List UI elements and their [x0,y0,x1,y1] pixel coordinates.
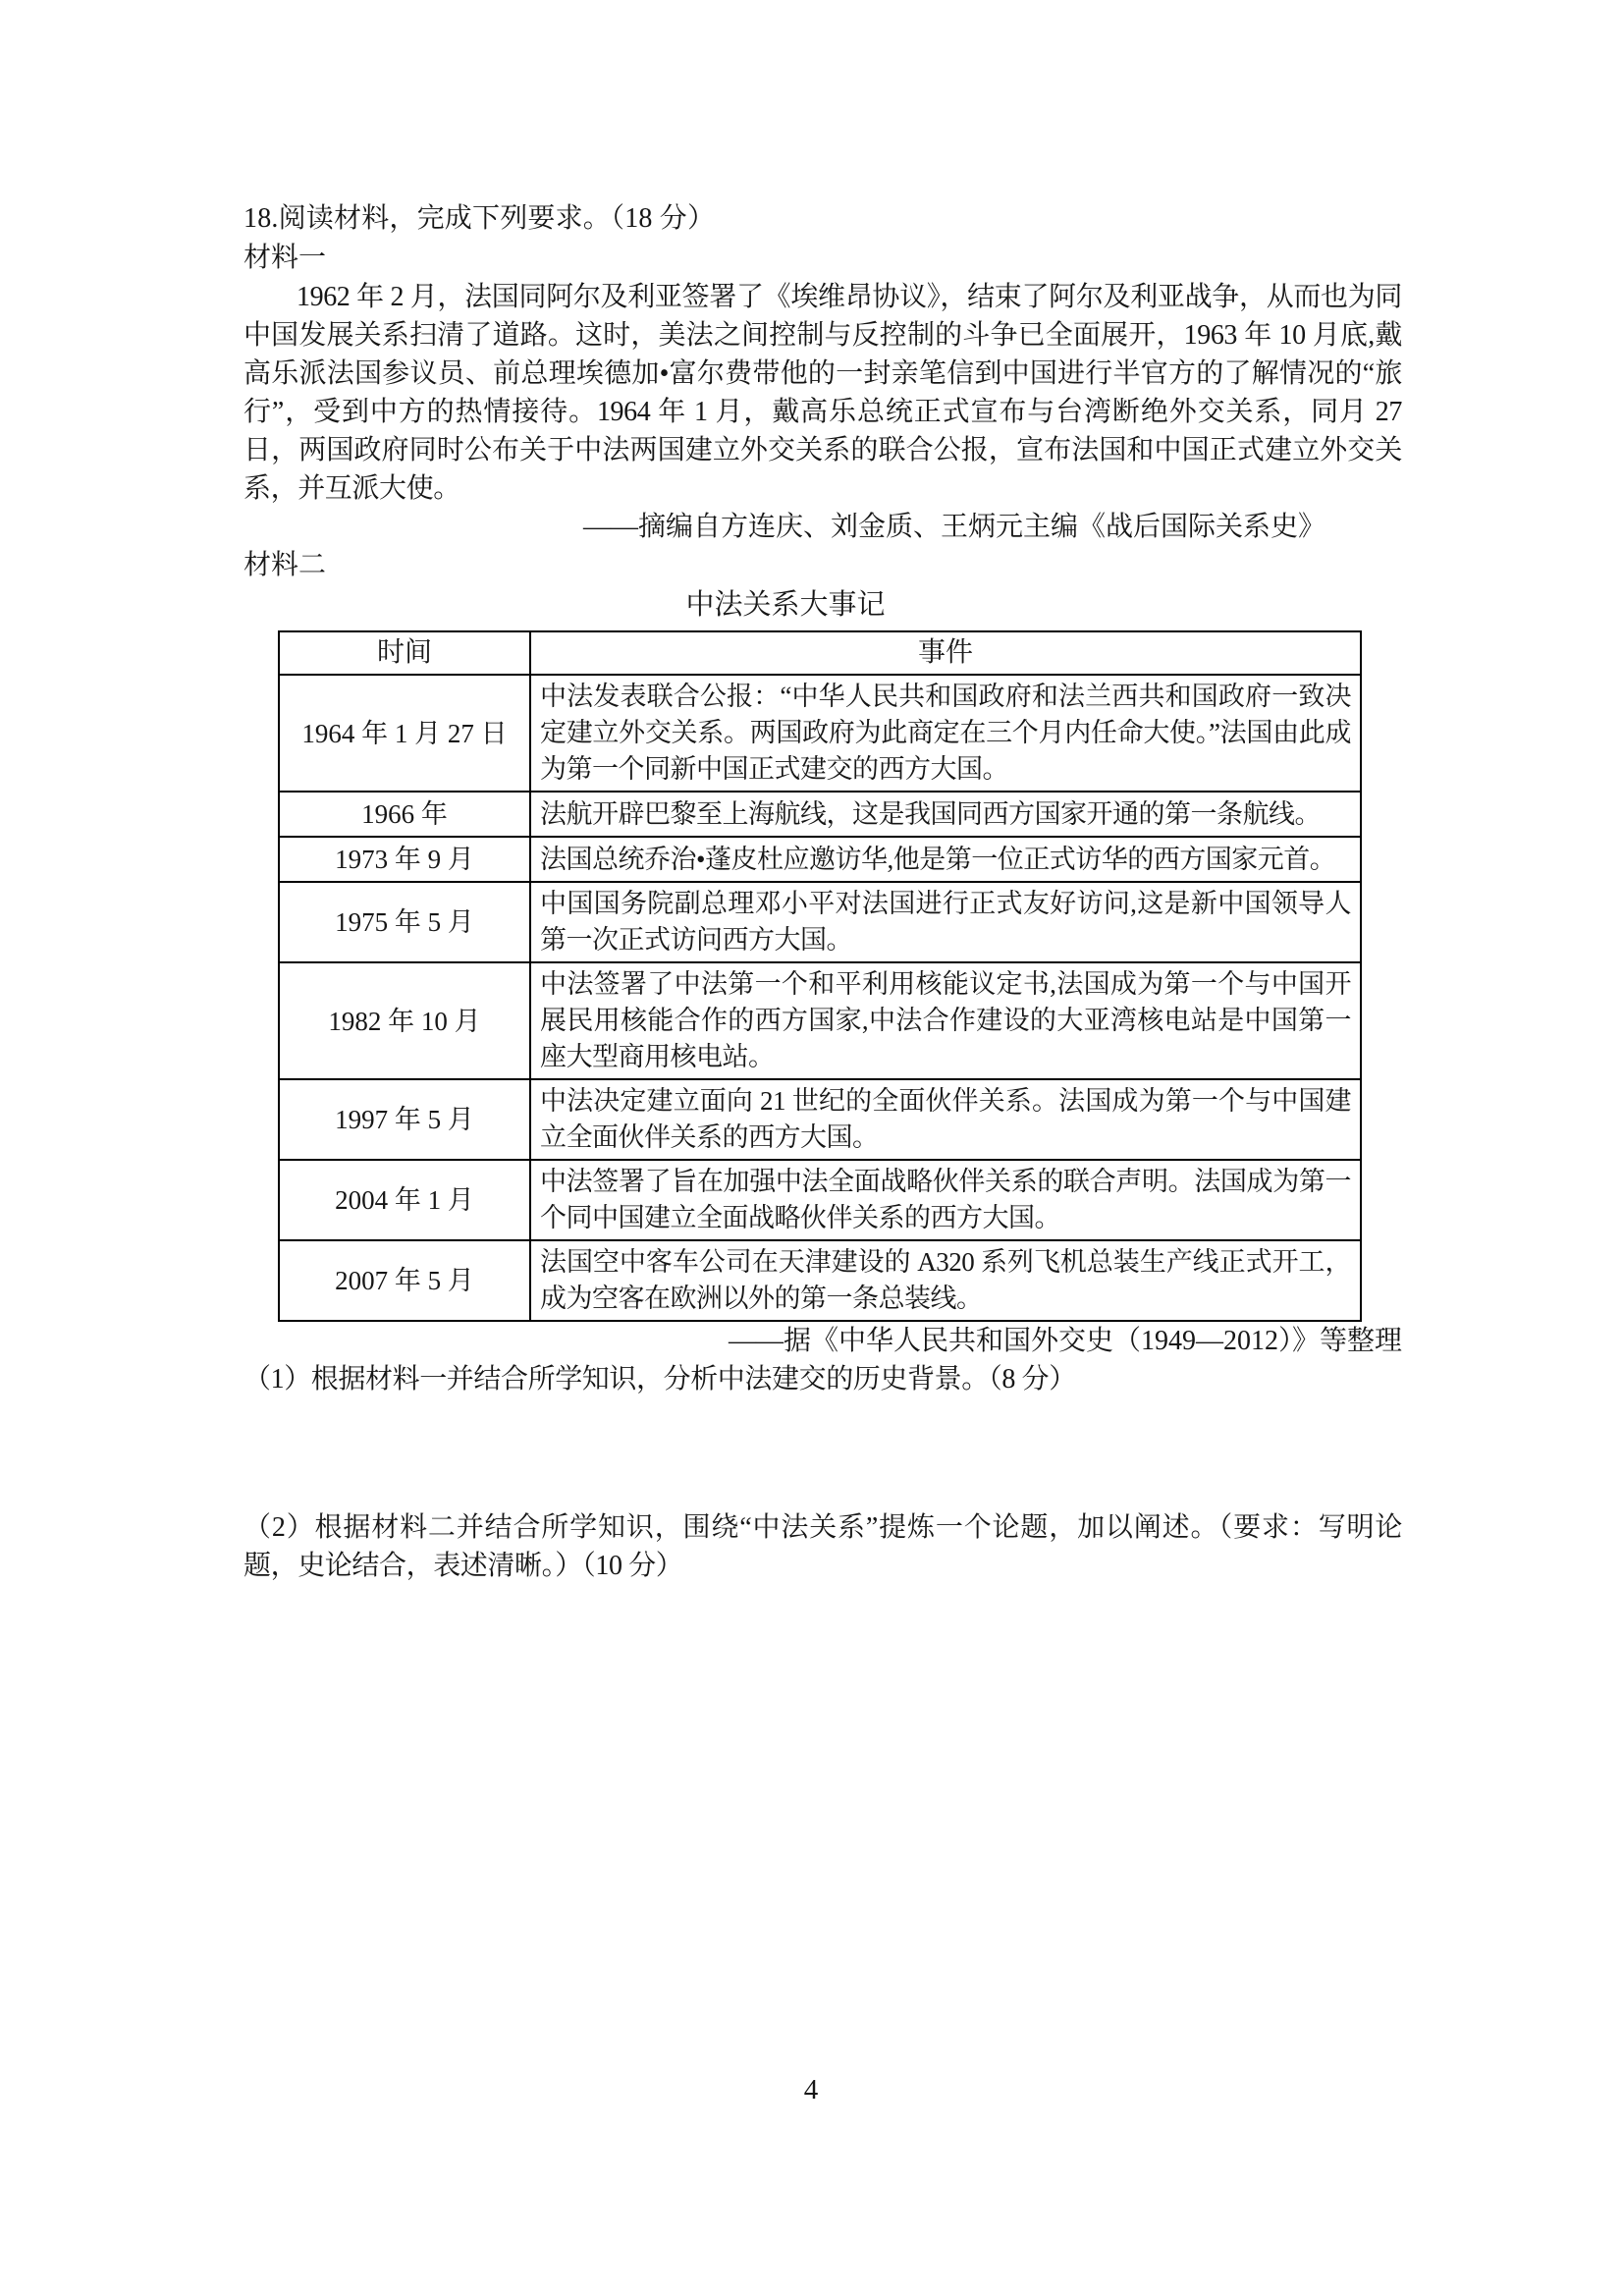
material1-attribution: ——摘编自方连庆、刘金质、王炳元主编《战后国际关系史》 [582,512,1325,542]
material2-label: 材料二 [243,550,327,580]
table-row [279,1160,1361,1240]
event-cell: 中法签署了中法第一个和平利用核能议定书,法国成为第一个与中国开展民用核能合作的西方国家,中法合作建设的大亚湾核电站是中国第一座大型商用核电站。 [530,962,1361,1079]
page-number: 4 [803,2074,819,2105]
table-row [279,1240,1361,1321]
table-row [279,837,1361,882]
material1-paragraph: 1962 年 2 月，法国同阿尔及利亚签署了《埃维昂协议》，结束了阿尔及利亚战争，从而也为同中国发展关系扫清了道路。这时，美法之间控制与反控制的斗争已全面展开，1963 年 10 月底,戴高乐派法国参议员、前总理埃德加•富尔费带他的一封亲笔信到中国进行半官方的了解情况的“旅行”，受到中方的热情接待。1964 年 1 月，戴高乐总统正式宣布与台湾断绝外交关系，同月 27 日，两国政府同时公布关于中法两国建立外交关系的联合公报，宣布法国和中国正式建立外交关系，并互派大使。 [243,282,1402,504]
table-row [279,675,1361,792]
time-cell: 2004 年 1 月 [279,1160,530,1240]
table-header-row [279,631,1361,675]
time-cell: 1964 年 1 月 27 日 [279,675,530,792]
time-cell: 1982 年 10 月 [279,962,530,1079]
table-source: ——据《中华人民共和国外交史（1949—2012）》等整理 [728,1326,1402,1356]
table-row [279,962,1361,1079]
material1-label: 材料一 [243,243,327,273]
page-content [243,199,1402,1585]
event-cell: 中法发表联合公报：“中华人民共和国政府和法兰西共和国政府一致决定建立外交关系。两国政府为此商定在三个月内任命大使。”法国由此成为第一个同新中国正式建交的西方大国。 [530,675,1361,792]
event-cell: 法国空中客车公司在天津建设的 A320 系列飞机总装生产线正式开工，成为空客在欧洲以外的第一条总装线。 [530,1240,1361,1321]
question-header: 18.阅读材料，完成下列要求。（18 分） [243,203,716,234]
table-row [279,1079,1361,1160]
time-cell: 1973 年 9 月 [279,837,530,882]
table-row [279,882,1361,962]
event-cell: 中法决定建立面向 21 世纪的全面伙伴关系。法国成为第一个与中国建立全面伙伴关系的西方大国。 [530,1079,1361,1160]
table-row [279,792,1361,837]
time-cell: 2007 年 5 月 [279,1240,530,1321]
event-cell: 中国国务院副总理邓小平对法国进行正式友好访问,这是新中国领导人第一次正式访问西方大国。 [530,882,1361,962]
table-header-event: 事件 [530,631,1361,675]
time-cell: 1997 年 5 月 [279,1079,530,1160]
table-title: 中法关系大事记 [685,589,886,621]
sub-question-1: （1）根据材料一并结合所学知识，分析中法建交的历史背景。（8 分） [243,1364,1076,1394]
events-table [278,630,1362,1322]
event-cell: 中法签署了旨在加强中法全面战略伙伴关系的联合声明。法国成为第一个同中国建立全面战略伙伴关系的西方大国。 [530,1160,1361,1240]
time-cell: 1975 年 5 月 [279,882,530,962]
table-header-time: 时间 [279,631,530,675]
sub-question-2: （2）根据材料二并结合所学知识，围绕“中法关系”提炼一个论题，加以阐述。（要求：写明论题，史论结合，表述清晰。）（10 分） [243,1512,1402,1581]
event-cell: 法航开辟巴黎至上海航线，这是我国同西方国家开通的第一条航线。 [530,792,1361,837]
time-cell: 1966 年 [279,792,530,837]
event-cell: 法国总统乔治•蓬皮杜应邀访华,他是第一位正式访华的西方国家元首。 [530,837,1361,882]
